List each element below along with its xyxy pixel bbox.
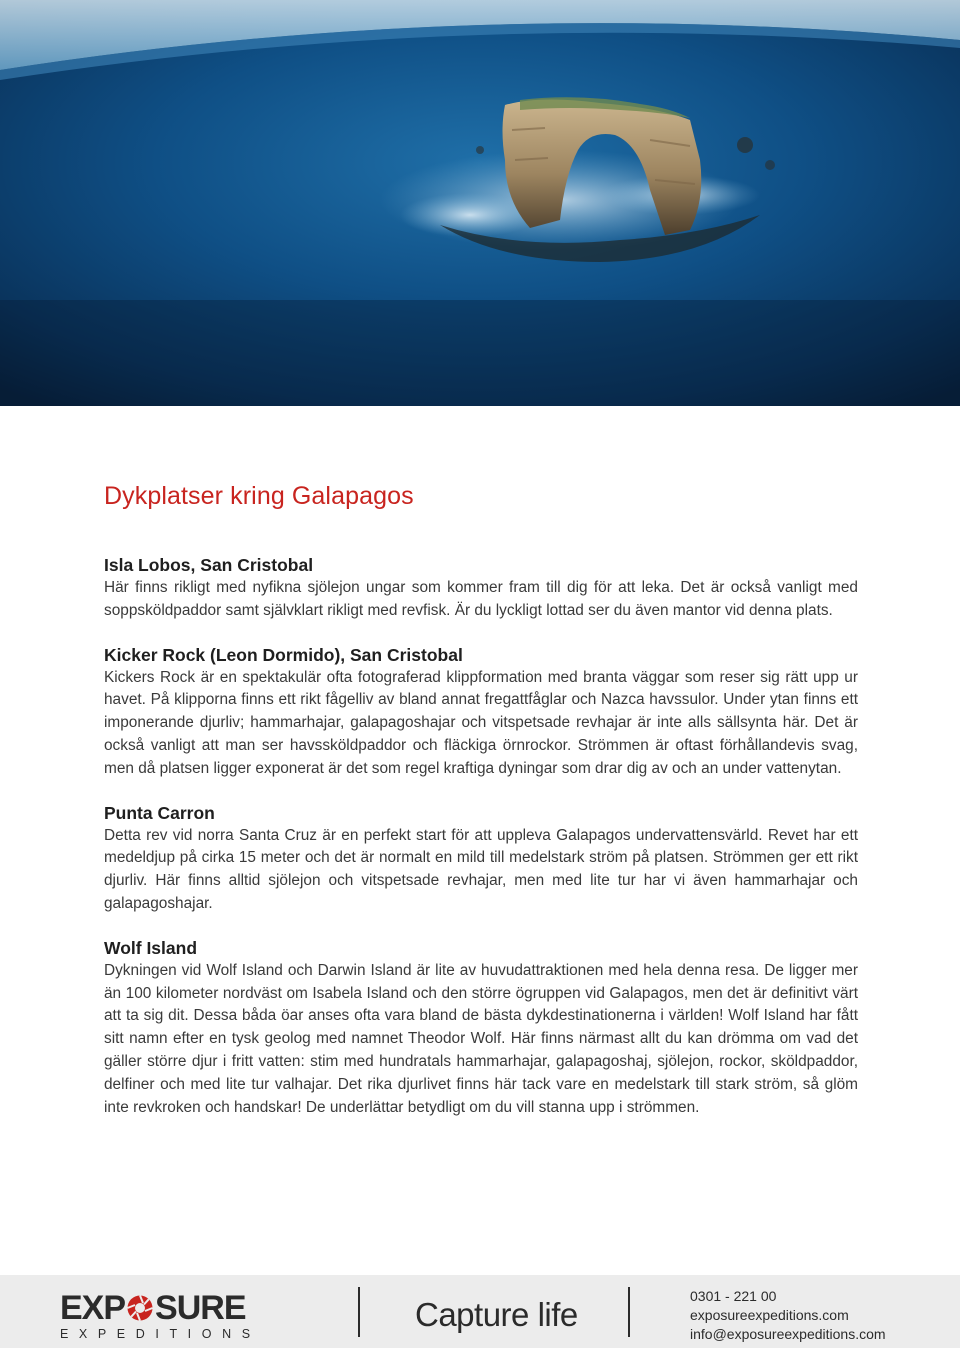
section-wolf-island: [104, 938, 858, 1120]
website-link[interactable]: exposureexpeditions.com: [690, 1307, 849, 1323]
section-isla-lobos: [104, 555, 858, 623]
footer-divider: [358, 1287, 360, 1337]
hero-photo: [0, 0, 960, 406]
main-content: [104, 482, 858, 1141]
phone-number: 0301 - 221 00: [690, 1288, 777, 1304]
page-title: Dykplatser kring Galapagos: [104, 482, 414, 510]
section-kicker-rock: [104, 645, 858, 781]
section-heading: Kicker Rock (Leon Dormido), San Cristobal: [104, 644, 463, 665]
section-punta-carron: [104, 803, 858, 916]
section-text: Detta rev vid norra Santa Cruz är en perfekt start för att uppleva Galapagos undervattensvärld. Revet har ett medeldjup på cirka 15 meter och det är normalt en mild till medelstark ström på platsen. Strömmen ger ett rikt djurliv. Här finns alltid sjölejon och vitspetsade revhajar, men med lite tur har vi även hammarhajar och galapagoshajar.: [104, 826, 858, 912]
logo-wordmark: [60, 1291, 280, 1325]
tagline: Capture life: [415, 1296, 578, 1333]
ocean-rock-arch-image: [0, 0, 960, 406]
logo-subtext: EXPEDITIONS: [60, 1327, 261, 1341]
email-link[interactable]: info@exposureexpeditions.com: [690, 1326, 886, 1342]
aperture-icon: [126, 1294, 154, 1322]
section-text: Här finns rikligt med nyfikna sjölejon ungar som kommer fram till dig för att leka. Det är också vanligt med soppsköldpaddor samt självklart rikligt med revfisk. Är du lyckligt lottad ser du även mantor vid denna plats.: [104, 579, 858, 619]
footer-divider: [628, 1287, 630, 1337]
contact-info: [690, 1287, 886, 1344]
section-text: Dykningen vid Wolf Island och Darwin Island är lite av huvudattraktionen med hela denna resa. De ligger mer än 100 kilometer nordväst om Isabela Island och den större ögruppen vid Galapagos, men det är definitivt värt att ta sig dit. Dessa båda öar anses ofta vara bland de bästa dykdestinationerna i världen! Wolf Island har fått sitt namn efter en tysk geolog med namnet Theodor Wolf. Här finns närmast allt du kan drömma om vad det gäller större djur i fritt vatten: stim med hundratals hammarhajar, galapagoshaj, sjölejon, rockor, sköldpaddor, delfiner och med lite tur valhajar. Det rika djurlivet finns här tack vare en medelstark till stark ström, så glöm inte revkroken och handskar! De underlättar betydligt om du vill stanna upp i strömmen.: [104, 961, 858, 1116]
footer: [0, 1275, 960, 1348]
logo-text-right: SURE: [155, 1289, 246, 1327]
logo-text-left: EXP: [60, 1289, 126, 1327]
section-text: Kickers Rock är en spektakulär ofta fotograferad klippformation med branta väggar som reser sig rätt upp ur havet. På klipporna finns ett rikt fågelliv av bland annat fregattfåglar och Nazca havssulor. Under ytan finns ett imponerande djurliv; hammarhajar, galapagoshajar och vitspetsade revhajar är inte alls sällsynta här. Det är också vanligt att man ser havssköldpaddor och fläckiga örnrockor. Strömmen är oftast förhållandevis svag, men då platsen ligger exponerat är det som regel kraftiga dyningar som drar dig av och an under vattenytan.: [104, 668, 858, 777]
section-heading: Isla Lobos, San Cristobal: [104, 555, 314, 575]
section-heading: Wolf Island: [104, 937, 198, 958]
exposure-logo: [60, 1291, 280, 1341]
section-heading: Punta Carron: [104, 802, 215, 823]
